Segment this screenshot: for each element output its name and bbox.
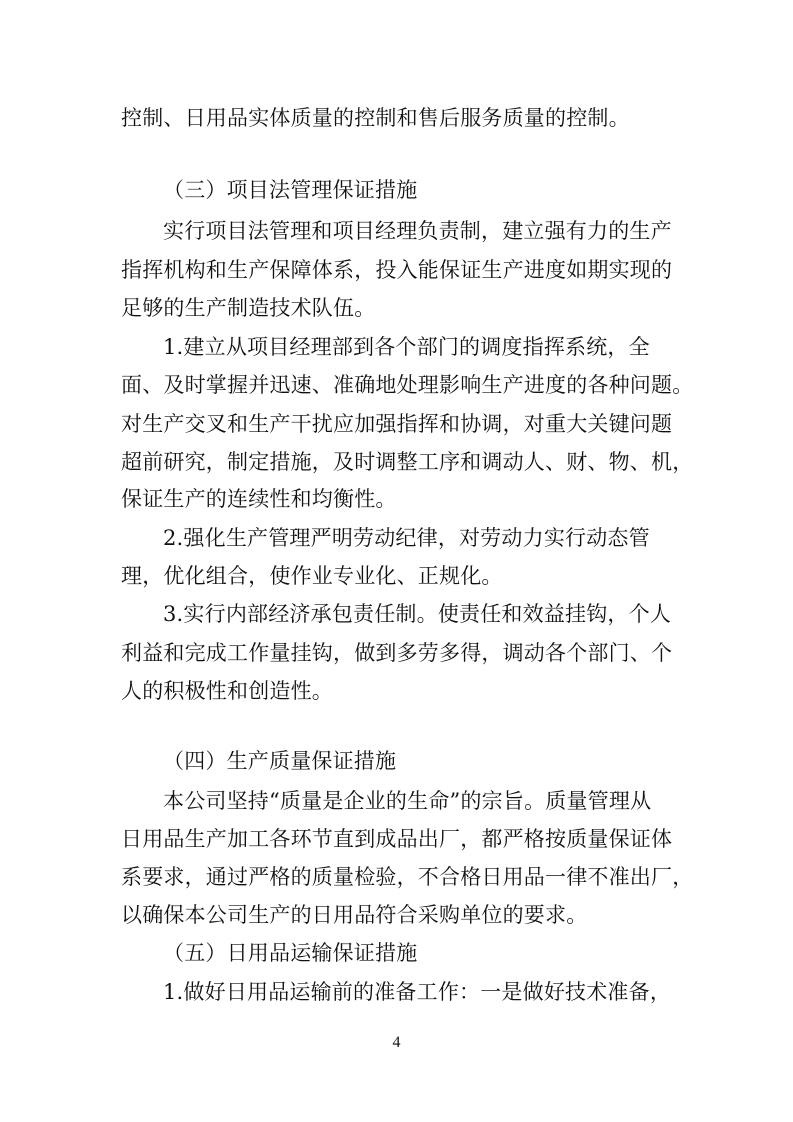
section-heading-5: （五）日用品运输保证措施: [163, 941, 418, 965]
list-item: 3.实行内部经济承包责任制。使责任和效益挂钩，个人: [163, 602, 672, 626]
section-heading-3: （三）项目法管理保证措施: [163, 178, 418, 202]
list-item: 2.强化生产管理严明劳动纪律，对劳动力实行动态管: [163, 526, 650, 550]
text-line: 足够的生产制造技术队伍。: [121, 296, 376, 320]
text-line: 人的积极性和创造性。: [121, 679, 333, 703]
text-line: 对生产交叉和生产干扰应加强指挥和协调，对重大关键问题: [121, 412, 673, 436]
page-number: 4: [392, 1034, 401, 1051]
section-heading-4: （四）生产质量保证措施: [163, 749, 397, 773]
text-line: 面、及时掌握并迅速、准确地处理影响生产进度的各种问题。: [121, 373, 694, 397]
text-line: 控制、日用品实体质量的控制和售后服务质量的控制。: [121, 106, 630, 130]
text-line: 以确保本公司生产的日用品符合采购单位的要求。: [121, 903, 588, 927]
text-line: 指挥机构和生产保障体系，投入能保证生产进度如期实现的: [121, 258, 673, 282]
text-line: 实行项目法管理和项目经理负责制，建立强有力的生产: [163, 219, 672, 243]
text-line: 利益和完成工作量挂钩，做到多劳多得，调动各个部门、个: [121, 641, 673, 665]
text-line: 理，优化组合，使作业专业化、正规化。: [121, 564, 503, 588]
text-line: 保证生产的连续性和均衡性。: [121, 487, 397, 511]
text-line: 日用品生产加工各环节直到成品出厂，都严格按质量保证体: [121, 827, 673, 851]
list-item: 1.建立从项目经理部到各个部门的调度指挥系统，全: [163, 335, 650, 359]
text-line: 系要求，通过严格的质量检验，不合格日用品一律不准出厂，: [121, 865, 694, 889]
text-line: 本公司坚持“质量是企业的生命”的宗旨。质量管理从: [163, 789, 652, 813]
text-line: 超前研究，制定措施，及时调整工序和调动人、财、物、机，: [121, 450, 694, 474]
list-item: 1.做好日用品运输前的准备工作：一是做好技术准备，: [163, 980, 672, 1004]
